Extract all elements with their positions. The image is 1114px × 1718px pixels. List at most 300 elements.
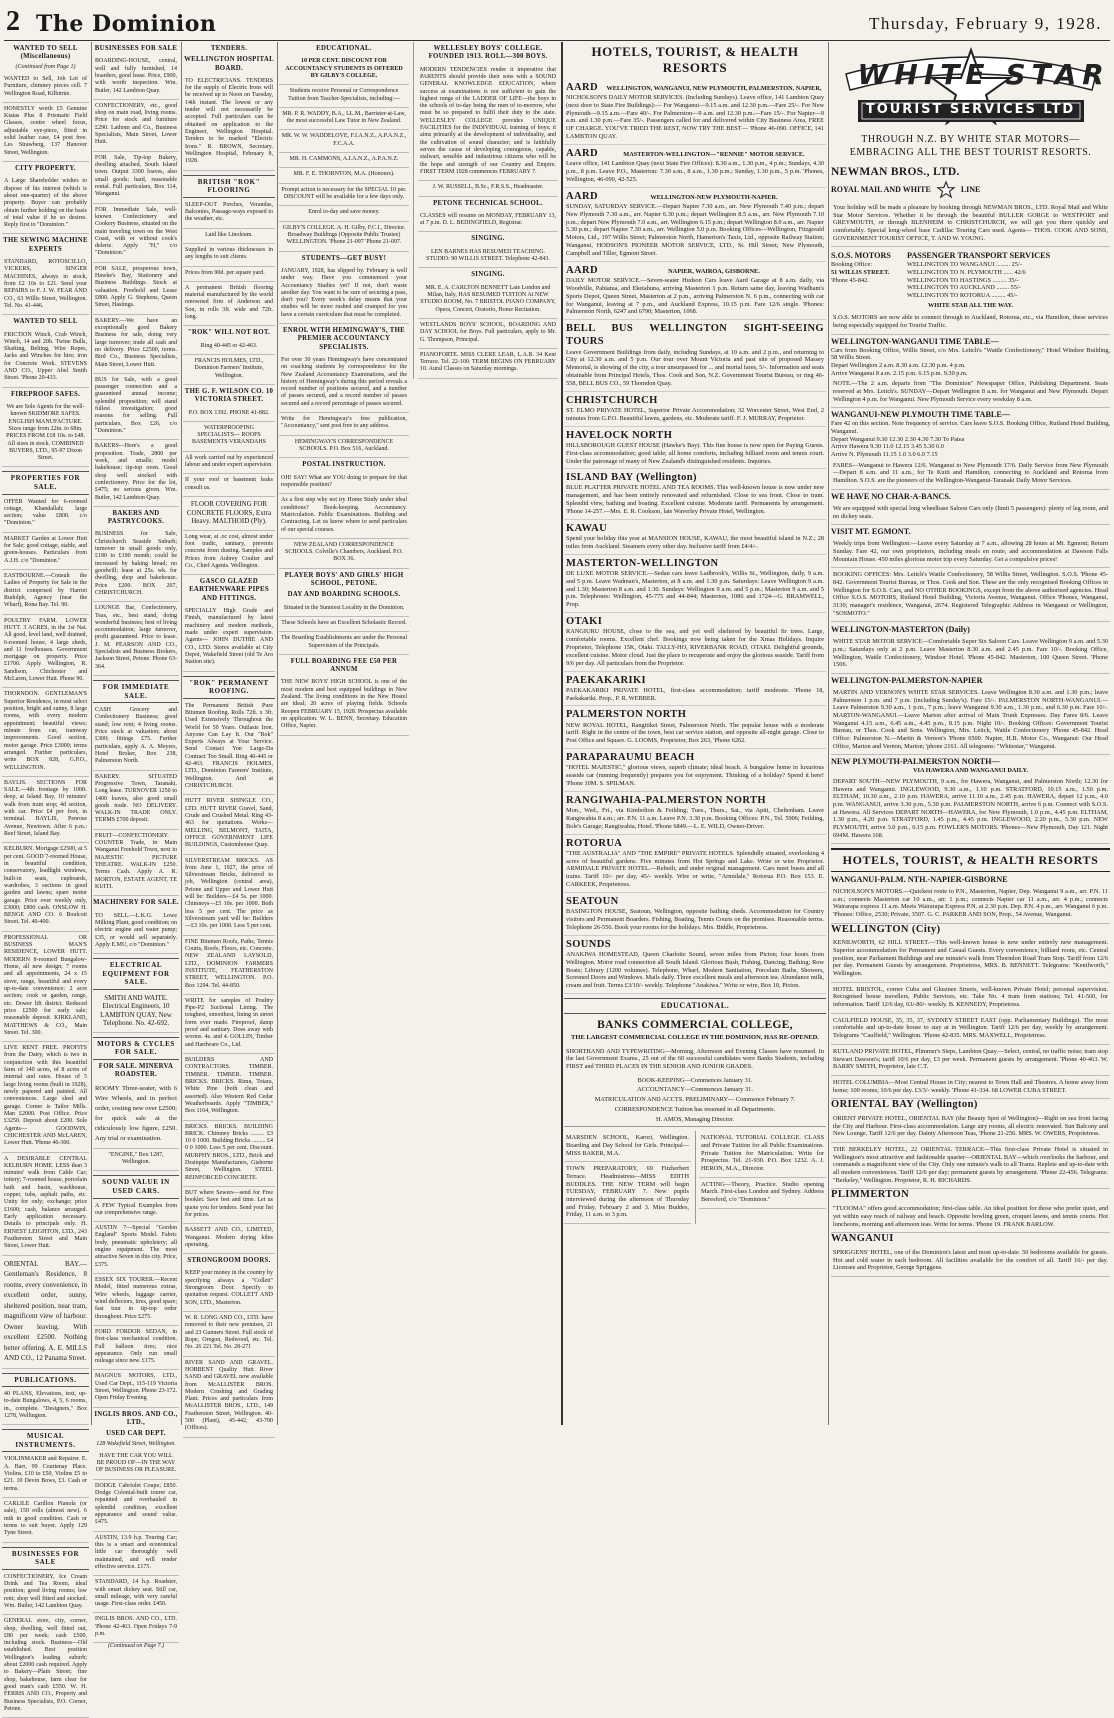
ad-heading: FULL BOARDING FEE £50 PER ANNUM bbox=[290, 657, 398, 674]
hotel-entry bbox=[564, 706, 826, 749]
column-transport bbox=[831, 42, 1110, 1425]
newman-body: Your holiday will be made a pleasure by booking through NEWMAN BROS., LTD. Royal Mail and White Star Motor Services. Whether it be through the beautiful BULLER GORGE to WESTPORT and GREYMOUTH, or through BLENHEIM to CHRISTCHURCH, we will get you there quickly and comfortably. Special long-wheel base Cadillac Touring Cars used. Agents— THOS. COOK AND SONS, GOVERNMENT TOURIST OFFICE, T. AND W. YOUNG. bbox=[831, 201, 1110, 247]
hotel-entry-header bbox=[566, 394, 824, 407]
wnp-body: Fare 42 on this section. Note frequency of service. Cars leave S.O.S. Booking Office, Rutland Hotel Building, Wanganui. bbox=[831, 420, 1110, 436]
section-heading: "ROK" PERMANENT ROOFING. bbox=[183, 676, 275, 699]
classified-ad: All work carried out by experienced labour and under expert supervision. bbox=[183, 452, 275, 475]
ad-heading: WELLESLEY BOYS' COLLEGE. FOUNDED 1913. ROLL—300 BOYS. bbox=[428, 45, 548, 61]
classified-ad: BAKERS—Here's a good proposition. Trade, 2800 per week, and smalls; model bakehouse; tip-top oven. Good shop well stocked with confectionery. Price for the lot, £475; no serious given. Wm. Butler, 142 Lambton Quay. bbox=[93, 440, 179, 507]
classified-ad: AUSTIN 7—Special "Gordon England" Sports Model. Fabric body, pneumatic upholstery; all engine equipment. The most attractive Seven in this city. Price, £375. bbox=[93, 1222, 179, 1274]
hotel-entry-header bbox=[566, 322, 824, 348]
wcity-title: WELLINGTON (City) bbox=[831, 923, 941, 935]
hotel-entry-header bbox=[566, 522, 824, 535]
ad-heading: INGLIS BROS. AND CO., LTD., bbox=[94, 1410, 178, 1426]
hotel-text: "HOTEL MAJESTIC," glorious views, superb climate; ideal beach. A bungalow home in luxurious seaside car (running frequently) prepares you for enjoyment. Thinking of a holiday? Spend it here! 'Phone 10M. S. SPILMAN. bbox=[566, 764, 824, 787]
classified-ad: A permanent British flooring material manufactured by the world renowned firm of Anderson and Son, in rolls 3ft. wide and 72ft. long. bbox=[183, 282, 275, 327]
wmn-body: MARTIN AND VERNON'S WHITE STAR SERVICES. Leave Wellington 8.30 a.m. and 1.30 p.m.; leave Palmerston 1 p.m. and 7 p.m. (including Sunday's). Fare 15/-. PALMERSTON NORTH-WANGANUI.—Leave Palmerston 9.30 a.m., 1 p.m., 7 p.m.; leave Wanganui 9.30 a.m., 1.30 p.m., and 6.30 p.m. Fare 10/-. MARTON-WANGANUI.—Leave Marton after arrival of Main Trunk Expresses. Day Fares 8/6. Leave Wanganui 4.15 a.m., 6.45 a.m., 4.45 p.m., 8.15 p.m. Night 10/-. Booking Offices: Government Tourist Bureau, or Thos. Cook and Sons. Wellington, Mrs. Leitch, Wattle Confectionery 'Phone 45-842. Head Office: Palmerston N.—Martin & Vernon's 'Phone 6500. Napier, H.B. Motor Co., Wanganui: Our Head Office, Marton and Vernon, Marton; 'phone 2161. All telegrams: "Whitestar," Wanganui. bbox=[831, 686, 1110, 755]
hotel-text: NEW ROYAL HOTEL, Rangitikei Street, Palmerston North. The popular house with a moderate tariff. Right in the centre of the town, best car service station, and opposite all-night garage. Close to Post Office and Square. G. LOOMS, Proprietor, Box 263, 'Phone 6262. bbox=[566, 721, 824, 745]
classified-ad: HAVE THE CAR YOU WILL BE PROUD OF—IN THE WAY OF BUSINESS OR PLEASURE. bbox=[93, 1450, 179, 1480]
sos-phone: 'Phone 45-842. bbox=[831, 276, 869, 284]
classified-ad: These Schools have an Excellent Scholastic Record. bbox=[279, 617, 409, 632]
classified-ad: 40 PLANS, Elevations, text, up-to-date Bungalows, 4, 5, 6 rooms, in., complete. "Designers," Box 1278, Wellington. bbox=[2, 1388, 89, 1425]
ww-title: WELLINGTON-WANGANUI TIME TABLE— bbox=[831, 336, 999, 346]
ad-heading: "ROK" WILL NOT ROT. bbox=[187, 329, 271, 337]
sos-route: WELLINGTON TO HASTINGS ......... 35/- bbox=[907, 276, 1019, 284]
hotel-place: HAVELOCK NORTH bbox=[566, 429, 673, 441]
ww-row: Depart Wellington 2 a.m. 8.30 a.m. 12.30 p.m. 4 p.m. bbox=[831, 362, 966, 370]
hotel-text: DE LUXE MOTOR SERVICE.—Sedan cars leave Ladbrook's, Willis St., Wellington, daily, 9 a.m. and 5 p.m. Leave Wadman's, Masterton, at 8 a.m. and 1.30 p.m. Saturdays: Leave Wellington 9 a.m. and 1.30; Masterton 8 a.m. and 1.30. Sundays: Wellington 9 a.m. and 5 p.m.; Masterton 9 a.m. and 5 p.m. Telephones: Wellington, 45-775 and 44-844; Masterton, 1086 and 1724—G. BRAMWELL, Prop. bbox=[566, 569, 824, 609]
sos-title: PASSENGER TRANSPORT SERVICES bbox=[907, 251, 1051, 261]
ad-heading: CITY PROPERTY. bbox=[15, 165, 76, 172]
column-rule bbox=[561, 42, 563, 1425]
column-classifieds-2 bbox=[93, 42, 179, 1650]
classified-ad: KELBURN. Mortgage £2500, at 5 per cent. GOOD 7-roomed House, in beautiful condition, conservatory, leadlight windows, built-in seats, cupboards, wardrobes, 3 sections in good garden and lawns; spare motor garage. Price over weekly only, £3000; £800 cash. ONSLOW H. BENGE AND CO. 6 Boulcott Street. Tel. 40-400. bbox=[2, 843, 89, 931]
hotel-entry-header bbox=[566, 938, 824, 951]
classified-ad: MR. W. W. WADDELOVE, F.I.A.N.Z., A.P.A.N.Z., F.C.A.A. bbox=[279, 130, 409, 153]
hotel-place: CHRISTCHURCH bbox=[566, 394, 658, 406]
classified-ad: MR. F. E. THORNTON, M.A. (Honours). bbox=[279, 168, 409, 183]
classified-ad: MR. H. CAMMONS, A.I.A.N.Z., A.P.A.N.Z. bbox=[279, 153, 409, 168]
classified-ad: Prompt action is necessary for the SPECIAL 10 per. DISCOUNT will be available for a few days only. bbox=[279, 184, 409, 207]
sos-route: WELLINGTON TO ROTORUA ......... 45/- bbox=[907, 292, 1018, 300]
hotel-place: ROTORUA bbox=[566, 837, 623, 849]
hotel-entry bbox=[564, 145, 826, 188]
page-number: 2 bbox=[6, 6, 20, 37]
ob-more: THE BERKELEY HOTEL, 22 ORIENTAL TERRACE—This first-class Private Hotel is situated in Wellington's most attractive and fashionable quarter—ORIENTAL BAY—which overlooks the harbour, and commands a magnificent view of the City. Only one minute's walk to all Trams. Replete and up-to-date with all modern conveniences. Tariff 12/6 per day; permanent guests by arrangement. 'Phone 22-456. Telegrams: "Berkeley," Wellington. Proprietor, R. H. RICHARDS. bbox=[831, 1143, 1110, 1189]
classified-ad: SILVERSTREAM BRICKS. AS from June 1, 1927, the price of Silverstream Bricks, delivered to job, Wellington (central area), Petone and Upper and Lower Hutt will be: Builders—£4 5s. per 1000. Chimneys—£5 10s. per 1000. Both less 5 per cent. The price as Silverstream yard will be: Builders—£3 10s. per 1000. Less 5 per cent. bbox=[183, 855, 275, 936]
classified-ad: WATERPROOFING SPECIALISTS— ROOFS BASEMENTS VERANDAHS bbox=[183, 422, 275, 452]
hotels-title-2: HOTELS, TOURIST, & HEALTH RESORTS bbox=[831, 848, 1110, 872]
educational-left bbox=[279, 42, 413, 736]
classified-ad: Students receive Personal or Correspondence Tuition from Teacher-Specialists, including:— bbox=[279, 85, 409, 108]
ad-heading: SINGING. bbox=[471, 271, 505, 279]
newman-bros-title: NEWMAN BROS., LTD. bbox=[831, 166, 960, 178]
section-heading: PROPERTIES FOR SALE. bbox=[2, 471, 89, 494]
hotel-place: AARD bbox=[566, 148, 598, 159]
ad-heading: PLAYER BOYS' AND GIRLS' HIGH SCHOOL, PETONE. bbox=[284, 571, 404, 588]
classified-ad: Situated in the Sunniest Locality in the Dominion. bbox=[279, 602, 409, 617]
wm-body: WHITE STAR MOTOR SERVICE—Comfortable Super Six Saloon Cars. Leave Wellington 9 a.m. and 5.30 p.m.; Saturdays only at 2 p.m. Leave Masterton 8.30 a.m. and 2.45 p.m. Fare 10/-. Booking Office, Wellington, Wattle Confectionery, Windsor Hotel. 'Phone 45-842. Masterton, 100 Queen Street. 'Phone 1506. bbox=[831, 635, 1110, 674]
newman-line bbox=[831, 181, 1110, 199]
hotel-text: Mon., Wed., Fri., via Kimbolton & Feilding; Tues., Thurs., Sat., via Apiti, Cheltenham. Leave Rangiwahia 8 a.m.; arr. P.N. 11 a.m. Leave P.N. 3.30 p.m. Booking Offices: P.N., Tel. 5906; Feilding, Bole's Garage; Rangiwahia, Hotel. 'Phone 6849.—L. E. WILD, Owner-Driver. bbox=[566, 806, 824, 830]
plim-title: PLIMMERTON bbox=[831, 1189, 910, 1201]
banks-college-subtitle: THE LARGEST COMMERCIAL COLLEGE IN THE DOMINION, HAS RE-OPENED. bbox=[571, 1033, 819, 1041]
hotel-entry bbox=[564, 835, 826, 893]
classified-ad: THE NEW BOYS' HIGH SCHOOL is one of the most modern and best equipped buildings in New Zealand. The living conditions in the New Hostel are ideal; 20 acres of playing fields. Schools Reopen FEBRUARY 15, 1928. Prospectus available on application. W. L. BENN, Secretary. Education Office, Napier. bbox=[279, 676, 409, 735]
hotel-entry bbox=[564, 613, 826, 671]
classified-ad: LIVE RENT FREE. PROFITS from the Dairy, which is two in conjunction with this beautiful farm of 140 acres, of 8 acres of internal and rates. House of 5 large living rooms (built in 1928), newly papered and painted. All conveniences. Large shed and garage. Corner is Tailor Mills. Man £2000. Post Office. Price £3250. Deposit about £200. Sole Agents— GOODWIN, CHICHESTER AND McLAREN, Lower Hutt. 'Phone 46-300. bbox=[2, 1042, 89, 1152]
hotel-place: PARAPARAUMU BEACH bbox=[566, 752, 695, 764]
classified-ad: OH! SAY! What are YOU doing to prepare for that responsible position? bbox=[279, 472, 409, 495]
hotel-text: ST. ELMO PRIVATE HOTEL, Superior Private Accommodation; 32 Worcester Street, West End, 2 minutes from G.P.O. Beautiful lawns, gardens, etc. Moderate tariff. F. J. MURRAY, Proprietor. bbox=[566, 406, 824, 422]
classified-ad: CONFECTIONERY, etc., good shop on main road, living rooms. Price for stock and furniture £290. Lathom and Co., Business Specialists, Main Street, Lower Hutt. bbox=[93, 100, 179, 152]
classified-ad: ESSEX SIX TOURER.—Recent Model, fitted numerous extras, Wire wheels, luggage carrier, wind deflectors, tires, good spare; fast tour in tip-top order throughout. Price £275. bbox=[93, 1274, 179, 1326]
banks-line: MATRICULATION AND ACCTS. PRELIMINARY— Commence February 7. bbox=[594, 1096, 796, 1104]
booking-body: BOOKING OFFICES: Mrs. Leitch's Wattle Confectionery, 58 Willis Street, Wellington. S.O.S. 'Phone 45-842. Government Tourist Bureau, or Thos. Cook and Son. These are the only recognised Booking Offices in Wellington for S.O.S. Cars, and NO OTHER BOOKINGS, except from the above authorised agencies. Head Office S.O.S. MOTORS, Rutland Hotel Building, Victoria Avenue, Wanganui. Office 'Phones, Wanganui, 3130; manager's residence, Wanganui, 2674. Registered Telegraphic Address in Wanganui or Wellington, "SOSMOTO." bbox=[831, 568, 1110, 622]
section-heading: PUBLICATIONS. bbox=[2, 1373, 89, 1388]
hotels-title: HOTELS, TOURIST, & HEALTH RESORTS bbox=[591, 44, 799, 75]
classified-ad: Laid like Linoleum. bbox=[183, 229, 275, 244]
classified-ad: TO ELECTRICIANS. TENDERS for the supply of Electric Irons will be received up to Noon on Tuesday, 14th instant. The lowest or any tender will not necessarily be accepted. Full particulars can be obtained on application to the Engineer, Wellington Hospital. Tenders to be marked "Electric Irons." R. BROWN, Secretary. Wellington Hospital, February 8, 1928. bbox=[183, 75, 275, 171]
column-educational bbox=[279, 42, 559, 1425]
classified-ad: BAKERY.—We have an exceptionally good Bakery Business for sale, doing very large turnover; trade all cash and no delivery. Price £2500, terms. Bird Co., Business Specialists, Main Street, Lower Hutt. bbox=[93, 315, 179, 374]
educational-right bbox=[413, 42, 558, 379]
ad-heading: SINGING. bbox=[471, 235, 505, 243]
hotel-entry bbox=[564, 79, 826, 145]
hotel-entry bbox=[564, 188, 826, 262]
sos-block bbox=[831, 251, 1110, 299]
classified-ad: CASH Grocery and Confectionery Business; good stand; low rent; 4 living rooms. Price stock at valuation; about £300; fittings £75. Further particulars, apply A. A. Meyers, Hotel Broker, Box 238, Palmerston North. bbox=[93, 704, 179, 771]
banks-line: BOOK-KEEPING—Commences January 31. bbox=[637, 1076, 753, 1084]
classified-ad: STANDARD, 14 h.p. Roadster, with smart dickey seat. Still car, small mileage, with very careful usage. First-class order. £450. bbox=[93, 1576, 179, 1613]
banks-line: CORRESPONDENCE Tuition has resumed in all Departments. bbox=[614, 1105, 776, 1113]
hotel-place: AARD bbox=[566, 190, 598, 202]
wangpalm-body: NICHOLSON'S MOTORS.—Quickest route to P.N., Masterton, Napier, Dep. Wanganui 9 a.m., arr. P.N. 11 a.m.; connects Masterton car 10 a.m., arr. 1 p.m.; connects Napier car 11 a.m., arr. 4 p.m.; connects Wairarapa express 11 a.m. Meets Wairarapa Express P.N. at 2.30 p.m. Dep. P.N. 4 p.m., arr. Wanganui 6 p.m. 'Phones: Office, 2530; Private, 3507. G. C. PARKER AND SON, Prop., 54 Avenue, Wanganui. bbox=[831, 885, 1110, 924]
classified-ad: POULTRY FARM. LOWER HUTT. 3 ACRES, in the 1st Nat. All good, level land, well drained, 6-roomed house, 4 large sheds, and 11 fowlhouses. Government mortgage on property. Price £1700. Apply Wellington, R. Sandison, Chichester and McLaren, Lower Hutt. Phone 90. bbox=[2, 615, 89, 689]
classified-ad: MR. E. A. CARLTON BENNETT Late London and Milan, Italy, HAS RESUMED TUITION At NEW STUDIO ROOM, No. 7 BRISTOL PIANO COMPANY, Opera, Concert, Oratorio, Home Recitation. bbox=[418, 282, 558, 319]
hotel-text: RANGIURU HOUSE, close to the sea, and yet well sheltered by beautiful fir trees. Large, comfortable rooms. Excellent chef. Bookings now being taken for the Xmas Holidays. Inquire Proprietor, Telephone 15K, Otaki. TALLY-HO, RIVERBANK ROAD, OTAKI. Delightful grounds, excellent cuisine. Motor cloud. Just the place to recuperate and enjoy the glorious seaside. Tariff from 9/6 per day. All particulars from the Proprietor. bbox=[566, 628, 824, 667]
classified-ad: SMITH AND WAITE. Electrical Engineers, 10 LAMBTON QUAY, New Telephone. No. 42-692. bbox=[93, 991, 179, 1033]
ww-notes: NOTE.—The 2 a.m. departs from "The Dominion" Newspaper Office, Publishing Department. Seats reserved at Mrs. Leitch's. SUNDAY—Depart Wellington 8 a.m. for Wanganui and New Plymouth. Depart Wellington 4 p.m. for Wanganui. New Plymouth Service every weekday 8 a.m. bbox=[831, 377, 1110, 408]
hotel-place: MASTERTON-WELLINGTON bbox=[566, 557, 719, 569]
issue-date: Thursday, February 9, 1928. bbox=[869, 14, 1102, 33]
classified-ad: Prices from 90d. per square yard. bbox=[183, 267, 275, 282]
sos-route: WELLINGTON TO AUCKLAND ........ 55/- bbox=[907, 284, 1021, 292]
hotel-text: SUNDAY, SATURDAY SERVICE.—Depart Napier 7.30 a.m., arr. New Plymouth 7.40 p.m.; depart New Plymouth 7.30 a.m., arr. Napier 6.30 p.m.; depart Wellington 8.5 a.m., arr. New Plymouth 7.10 p.m.; depart New Plymouth 7.0 a.m., arr. Wellington 6.15 p.m.; depart Wellington 8.0 a.m., arr. Napier 5.30 p.m.; depart Napier 7.30 a.m., arr. Wellington 5.0 p.m. Booking Offices—Wellington, Fitzgerald Motors, Ltd., 197 Willis Street; Palmerston North, Hamerton's Taxis, Ltd., opposite Railway Station; Wanganui, HODSON'S PIONEER MOTOR SERVICE, LTD., St. Hill Street; New Plymouth, Campbell and Tiller, Egmont Street. bbox=[566, 202, 824, 257]
classified-ad: LEN BARNES HAS RESUMED TEACHING. STUDIO: 90 WILLIS STREET. Telephone 42-843. bbox=[418, 246, 558, 269]
sos-left bbox=[831, 251, 901, 299]
classified-ad: WRITE for samples of Poultry Pipe-P2 Suctional Lining. The toughest, smoothest, lining in street form ever made. Fireproof, damp proof and sanitary. Does away with worms. 4s. and 4. GOLLIN, Timber and Hardware Co., Ltd. bbox=[183, 995, 275, 1054]
section-heading: FOR IMMEDIATE SALE. bbox=[93, 680, 179, 703]
sos-address: 51 WILLIS STREET. bbox=[831, 269, 890, 277]
classified-ad: FORD FORDOR SEDAN, in first-class mechanical condition. Full balloon tires; nice appearance. Only run small mileage since new. £175. bbox=[93, 1326, 179, 1371]
wnp-row: Arrive Hawera 9.30 11.0 12.15 3.45 5.30 6.0 bbox=[831, 443, 944, 451]
hotel-entry bbox=[564, 749, 826, 792]
banks-college-body: SHORTHAND AND TYPEWRITING—Morning, Afternoon and Evening Classes have resumed. In the last Government Exams., 25 out of the 60 successful candidates were Banks Students, including FIRST and THIRD PLACES IN THE SENIOR AND JUNIOR GRADES. bbox=[566, 1047, 824, 1071]
hotel-entry-header bbox=[566, 264, 824, 277]
classified-ad: For over 30 years Hemingway's have concentrated on coaching students by correspondence for the New Zealand Accountancy Examinations, and the history of Hemingway's during this period reveals a record number of positions secured, and a number of passes secured, and a record number of passes secured and a record percentage of passes secured. bbox=[279, 354, 409, 413]
classified-ad: J. W. RUSSELL, B.Sc., F.R.S.S., Headmaster. bbox=[418, 181, 558, 196]
column-rule bbox=[828, 42, 829, 1425]
hotel-entry-header bbox=[566, 147, 824, 160]
masthead bbox=[4, 0, 1110, 41]
wcity-ad: CAULFIELD HOUSE, 35, 35, 37, SYDNEY STREET EAST (opp. Parliamentary Buildings). The most comfortable and up-to-date house to stay at in Wellington. Tariff 12/6 per day, weekly by arrangement. Telegrams "Caulfield," Wellington. 'Phone 42-835. MRS. MAXWELL, Proprietress. bbox=[831, 1014, 1110, 1045]
banks-college-title: BANKS COMMERCIAL COLLEGE, bbox=[597, 1018, 793, 1031]
classified-ad: OFFER Wanted for 6-roomed cottage, Khandallah; large section; value £800. c/o "Dominion." bbox=[2, 496, 89, 533]
hotel-entry bbox=[564, 893, 826, 936]
classified-ad: KEEP your money in the country by specifying always a "Collett" Strongroom Door. Specify to quotation request. COLLETT AND SON, LTD., Masterton. bbox=[183, 1267, 275, 1312]
hotel-text: Leave office, 141 Lambton Quay (next State Fire Offices): 8.30 a.m., 1.30 p.m., 4 p.m.; Sundays, 4.30 p.m., 8 p.m. Leave P.O., Masterton: 7.30 a.m., 8 a.m., 1.30 p.m.; Sunday, 1.30 p.m., 5 p.m. 'Phones, Wellington, 46-090, 42-525. bbox=[566, 160, 824, 183]
hotel-entry bbox=[564, 392, 826, 427]
ad-heading: USED CAR DEPT. bbox=[106, 1430, 166, 1438]
wang-title: WANGANUI bbox=[831, 1233, 894, 1245]
hotel-place: PALMERSTON NORTH bbox=[566, 709, 687, 721]
column-rule bbox=[277, 42, 278, 1425]
classified-ad: Enrol to-day and save money. bbox=[279, 206, 409, 221]
hotel-entry bbox=[564, 320, 826, 392]
ad-heading: DAY AND BOARDING SCHOOLS. bbox=[287, 591, 401, 599]
classified-ad: DODGE Cabriolet Coupe; £850. Dodge Colonial-built tourer car, repainted and overhauled in splendid condition, excellent appearance and sound value. £475. bbox=[93, 1480, 179, 1532]
column-hotels bbox=[564, 42, 826, 1425]
classified-ad: TO SELL.—L.K.G. Lowe Milking Plant, good condition; on electric engine and water pump; £35, or would sell separately. Apply E.MU, c/o "Dominion." bbox=[93, 910, 179, 955]
hotel-route: WELLINGTON-NEW PLYMOUTH-NAPIER. bbox=[650, 193, 778, 201]
classified-ad: HEMINGWAY'S CORRESPONDENCE SCHOOLS. P.O. Box 516, Auckland. bbox=[279, 436, 409, 459]
classified-ad: CONFECTIONERY, Ice Cream Drink and Tea Room, ideal position; good living rooms; low rent; shop well fitted and stocked. Wm. Butler, 142 Lambton Quay. bbox=[2, 1571, 89, 1616]
classified-ad: A FEW Typical Examples from our comprehensive range. bbox=[93, 1200, 179, 1223]
classified-ad: FRICTION Winch, Crab Winch, Winch, 14 and 20h. Twine Bulls, Shafting, Belting, Wire Ropes, Jacks and Winches for hire; iron for Concrete Work. STEVENS AND CO., Upper Abel Smith Street. 'Phone 20-433. bbox=[2, 329, 89, 388]
hotel-text: HILLSBOROUGH GUEST HOUSE (Hawke's Bay). This fine house is now open for Paying Guests. First-class accommodation; good table; all home comforts, including billiard room and tennis court. Under the patronage of many of New Zealand's distinguished residents. Inquiries. bbox=[566, 441, 824, 465]
plim-body: "TUOOMA" offers good accommodation; first-class table. An ideal position for those who prefer quiet, and yet within easy reach of railway and beach. Opposite bowling green, croquet lawns, and tennis courts. Hot luncheons, morning and afternoon teas. Write for terms. 'Phone 19. FRANK BARLOW. bbox=[831, 1202, 1110, 1233]
hotel-text: NICHOLSON'S DAILY MOTOR SERVICES. (Including Sundays). Leave office, 141 Lambton Quay (next door to State Fire Buildings):— For Wanganui—9.15 a.m. and 12.30 p.m.—Fare 25/-. For New Plymouth—9.15 a.m.—Fare 40/-. For Palmerston—9 a.m. and 12.30 p.m.—Fare 15/-. For Napier—9 a.m. and 1.30 p.m.—Fare 35/-. Passengers called for and delivered within City Business Area, FREE OF CHARGE. YOU'VE TRIED THE REST, NOW TRY THE BEST— 'Phone 46-090. OFFICE, 141 LAMBTON QUAY. bbox=[566, 93, 824, 141]
wangpalm-title: WANGANUI-PALM. NTH.-NAPIER-GISBORNE bbox=[831, 874, 1008, 884]
classified-ad: FRANCIS HOLMES, LTD., Dominion Farmers' Institute, Wellington. bbox=[183, 355, 275, 385]
npph-body: DEPART SOUTH—NEW PLYMOUTH, 9 a.m., for Hawera, Wanganui, and Palmerston North; 12.30 for Hawera and Wanganui. INGLEWOOD, 9.30 a.m., 1.10 p.m. STRATFORD, 10.15 a.m., 1.50 p.m. ELTHAM, 10.30 a.m., 2.10 p.m. HAWERA, arrive 11.10 a.m., 2.45 p.m. HAWERA, depart 12 p.m., 4.0 p.m. WANGANUI, arrive 3.30 p.m., 5.30 p.m. PALMERSTON NORTH, arrive 6 p.m. Connect with S.O.S. at Hawera. All Services DEPART NORTH—HAWERA, for New Plymouth, 1.0 p.m., 4.45 p.m. ELTHAM, 1.30 p.m., 4.20 p.m. STRATFORD, 1.45 p.m., 4.45 p.m. INGLEWOOD, 2.20 p.m., 5.30 p.m. NEW PLYMOUTH, arrive 3.0 p.m., 6.15 p.m. FOWLER'S MOTORS. 'Phones—New Plymouth, Day 121. Night 694M. Hawera 168. bbox=[831, 775, 1110, 844]
column-classifieds-1 bbox=[2, 42, 89, 1712]
hotel-route: NAPIER, WAIROA, GISBORNE. bbox=[668, 267, 760, 275]
small-edu-ads bbox=[564, 1131, 826, 1224]
hotel-place: RANGIWAHIA-PALMERSTON NORTH bbox=[566, 794, 766, 806]
hotel-entry-header bbox=[566, 471, 824, 484]
continued-note: (Continued on Page 7.) bbox=[107, 1643, 165, 1650]
sos-route: WELLINGTON TO N. PLYMOUTH ...... 42/6 bbox=[907, 269, 1026, 277]
white-star-logo bbox=[836, 44, 1110, 134]
hotel-place: SEATOUN bbox=[566, 895, 619, 907]
classified-ad: NEW ZEALAND CORRESPONDENCE SCHOOLS. Colville's Chambers, Auckland. P.O. BOX 36. bbox=[279, 539, 409, 569]
classified-ad: STANDARD, ROTOSCILLO, VICKERS, SINGER MACHINES, always in stock, from £2 10s to £21. Send your REPAIRS to F. J. W. FEAR AND CO., 63 Willis Street, Wellington. Tel. No. 41-446. bbox=[2, 256, 89, 315]
classified-ad: GENERAL store, city, corner, shop, dwelling, well fitted out, £80 per week; cash £500, including stock. Business—Old established. Best position Wellington's leading suburb; about £2000 cash required. Apply to Bakery—Plain Street; fine shop, bakehouse, farm clear for good man's cash £550. W. H. FERRIS AND CO., Property and Business Specialists, P.O. Corner, Petone. bbox=[2, 1615, 89, 1718]
hotel-entry bbox=[564, 936, 826, 994]
ad-address: 128 Wakefield Street, Wellington. bbox=[96, 1440, 176, 1447]
ad-heading: GASCO GLAZED EARTHENWARE PIPES AND FITTINGS. bbox=[189, 578, 269, 602]
section-heading: BRITISH "ROK" FLOORING bbox=[183, 175, 275, 198]
paper-name: The Dominion bbox=[36, 11, 217, 37]
classified-ad: MODERN TENDENCIES render it imperative that PARENTS should provide their sons with a SOUND GENERAL KNOWLEDGE EDUCATION, where success at examinations is not sufficient to gain the highest rungs of the LADDER OF LIFE—the boys in the schools of to-day being the men of to-morrow, who must be so prepared to fulfil their duty to the state. WELLESLEY COLLEGE provides UNIQUE FACILITIES for the INDIVIDUAL training of boys; it aims primarily at the development of individuality, and the cultivation of sound character; and is faithfully serves the cause of developing courageous, capable, stalwart, sensible and industrious citizens who will be the hope and strength of our Country and Empire. FIRST TERM 1928 commences FEBRUARY 7. bbox=[418, 64, 558, 182]
hotel-text: BLUE PLATTER PRIVATE HOTEL AND TEA ROOMS. This well-known house is now under new management, and has been entirely renovated and refurnished. Close to sea front. Close to tram. Splendid view, bathing and boating. Excellent cuisine. Moderate tariff. Permanents by arrangement. 'Phone 14-257.—Mrs. E. R. Cookson, late Waverley Private Hotel, Wellington. bbox=[566, 484, 824, 516]
classified-ad: "ENGINE," Box 1287, Wellington. bbox=[93, 1149, 179, 1172]
classified-ad: BAKERY. SITUATED Progressive Town, Taranaki. Long lease. TURNOVER 1250 to 1400 loaves, also good small goods trade. NO DELIVERY. WALK-IN TRADE ONLY. TERMS £700 deposit. bbox=[93, 771, 179, 830]
ww-row: Arrive Wanganui 8 a.m. 2.15 p.m. 6.15 p.m. 9.30 p.m. bbox=[831, 369, 968, 377]
hotel-text: DAILY MOTOR SERVICE.—Seven-seater Hudson Cars leave Aard Garage at 8 a.m. daily, via Woodville, Pahiatua, and Eketahuna, arriving Masterton 1 p.m. Return same day, leaving Wadham's Sports Depot, Queen Street, Masterton at 2 p.m., arriving Palmerston N. 6 p.m., connecting with car for Wanganui, leaving at 7 p.m., and Auckland Express, 10.15 p.m. Fare 12/6 single. 'Phones: Palmerston North, 6247 and 6790; Masterton, 1068. bbox=[566, 276, 824, 316]
classified-ad: MR. P. R. WADDY, B.A., LL.M., Barrister-at-Law, the most successful Law Tutor in New Zealand. bbox=[279, 108, 409, 131]
section-heading: EDUCATIONAL. bbox=[564, 998, 826, 1014]
wmn-title: WELLINGTON-PALMERSTON-NAPIER bbox=[831, 675, 983, 685]
hotel-entry-header bbox=[566, 81, 824, 94]
ad-heading: FOR SALE. MINERVA ROADSTER. bbox=[98, 1062, 174, 1079]
wnp-row: Depart Wanganui 9.30 12.30 2.30 4.30 7.30 To Patea bbox=[831, 435, 965, 443]
section-heading: MUSICAL INSTRUMENTS. bbox=[2, 1429, 89, 1452]
wang-body: SPRIGGENS' HOTEL, one of the Dominion's latest and most up-to-date. 50 bedrooms available for guests. Hot and cold water in each bedroom. All facilities available for the comfort of all. Tariff 16/- per day. Licensee and Proprietor, George Spriggens. bbox=[831, 1246, 1110, 1277]
wnp-row: Arrive N. Plymouth 11.15 1.0 3.0 6.0 7.15 bbox=[831, 451, 938, 459]
classified-ad: FRUIT—CONFECTIONERY. COUNTER Trade, in Main Wanganui Freehold Town, next to MAJESTIC PICTURE THEATRE. WALK-IN £250. Terms Cash. Apply A. R. MORTON, ESTATE AGENT, TE KUITI. bbox=[93, 830, 179, 897]
classified-ad: BASSETT AND CO., LIMITED, Wanganui. Modern drying kilns operating. bbox=[183, 1224, 275, 1254]
egmont-title: VISIT MT. EGMONT. bbox=[831, 527, 911, 537]
classified-ad: ORIENTAL BAY.—Gentleman's Residence, 8 rooms, every convenience, in excellent order, sunny, sheltered position, near tram, magnificent view of harbour. Owner leaving. With excellent £2500. Nothing better offering. A. E. MILLS AND CO., 12 Panama Street. bbox=[2, 1256, 89, 1369]
classified-ad: TOWN PREPARATORY, 69 Fitzherbert Terrace. Headmistress—MISS EDITH BUDDLES. THE NEW TERM will begin TUESDAY, FEBRUARY 7. New pupils interviewed during the afternoon of Thursday and Friday, February 2 and 3. Miss Buddes, Friday, 11 a.m. to 3 p.m. bbox=[564, 1162, 691, 1224]
classified-ad: BUSINESS for Sale, Christchurch Seaside Suburb; turnover in small goods only, £180 to £190 month; could be increased by baking bread; no goodwill; lease at 25s. wk. for dwelling, shop and bakehouse. Price £200. BOX 267, CHRISTCHURCH. bbox=[93, 528, 179, 602]
ad-heading: WELLINGTON HOSPITAL BOARD. bbox=[184, 56, 274, 72]
hotel-entry bbox=[564, 555, 826, 613]
hotel-list bbox=[564, 79, 826, 994]
ww-body: Cars from Booking Office, Willis Street, c/o Mrs. Leitch's "Wattle Confectionery," Hotel Windsor Building, 58 Willis Street. bbox=[831, 346, 1110, 362]
hotel-route: WELLINGTON, WANGANUI, NEW PLYMOUTH, PALMERSTON, NAPIER, bbox=[606, 84, 822, 92]
ad-heading: PETONE TECHNICAL SCHOOL. bbox=[433, 199, 543, 207]
hotel-entry-header bbox=[566, 190, 824, 203]
ad-heading: THE G. F. WILSON CO. 10 VICTORIA STREET. bbox=[184, 387, 274, 404]
classified-ad: JANUARY, 1928, has slipped by. February is well under way. Have you commenced your Accountancy Studies yet? If not, don't waste another day. You want to be sure of securing a pass, don't you? Every week's delay means that your studies will be more rushed and cramped for you have a certain curriculum that must be completed. bbox=[279, 265, 409, 324]
classified-ad: THORNDON. GENTLEMAN'S Superior Residence, in most select position, bright and sunny, 8 large rooms, with every modern appointment; beautiful views; minute from car, tramway improvements. Good section, motor garage. Price £3000; terms arranged. Further particulars, write BOX 828, G.P.O., WELLINGTON. bbox=[2, 688, 89, 776]
wcity-body: KENILWORTH, 62 HILL STREET.—This well-known house is now under entirely new management. Superior accommodation for Permanent and Casual Guests. Every convenience, billiard room, etc. Central position, near Parliament Buildings and one minute's walk from Thorndon Road Tram Stop. Tariff from 12/6 per day. Permanent Guests by arrangement. Proprietress, MRS. B. BENNETT. Telegrams: "Kenilworth," Wellington. bbox=[831, 936, 1110, 982]
hotel-entry bbox=[564, 520, 826, 555]
column-rule bbox=[181, 42, 182, 1425]
sos-body: S.O.S. MOTORS are now able to connect through to Auckland, Rotorua, etc., via Hamilton, these services being especially equipped for Tourist Traffic. bbox=[831, 311, 1110, 334]
classified-ad: AUSTIN, 13.9 h.p. Touring Car; this is a smart and economical little car thoroughly well maintained, and will render effective service. £175. bbox=[93, 1532, 179, 1577]
logo-word-white: WHITE bbox=[857, 58, 991, 91]
hotel-text: PAEKAKARIKI PRIVATE HOTEL, first-class accommodation; tariff moderate. 'Phone 18, Paekakariki. Prop., P. R. WEBBER. bbox=[566, 686, 824, 702]
ad-heading: POSTAL INSTRUCTION. bbox=[302, 461, 386, 469]
ad-heading: STUDENTS—GET BUSY! bbox=[301, 254, 387, 262]
small-edu-left bbox=[564, 1131, 691, 1224]
classified-ad: P.O. BOX 1392. PHONE 41-882. bbox=[183, 407, 275, 422]
star-icon bbox=[937, 181, 955, 199]
hotel-entry-header bbox=[566, 708, 824, 721]
classified-ad: ACTING—Theory, Practice. Studio opening March. First-class London and Sydney. Address Beresford, c/o "Dominion." bbox=[699, 1178, 826, 1209]
ad-heading: THE SEWING MACHINE EXPERTS bbox=[3, 237, 88, 253]
ad-heading: MACHINERY FOR SALE. bbox=[93, 899, 179, 907]
classified-ad: W. R. LONG AND CO., LTD. have removed to their new premises, 21 and 23 Gunners Street. Full stock of Rope, Oregon, Redwood, etc. Tel. No. 26 221 Tel. No. 28-271 bbox=[183, 1312, 275, 1357]
hotel-entry-header bbox=[566, 615, 824, 628]
classified-ad: A Large Shareholder wishes to dispose of his interest (which is about one-quarter) of the above property. Buyer can probably obtain further holding on the basis of total value if he so desires. Reply first to "Dominion." bbox=[2, 175, 89, 234]
classified-ad: PIANOFORTE. MISS CLERE LEAR, L.A.B. 34 Kent Terrace. Tel. 22-100. TERM BEGINS ON FEBRUARY 10. Aural Classes on Saturday mornings. bbox=[418, 349, 558, 379]
newman-line-left: ROYAL MAIL AND WHITE bbox=[831, 185, 931, 195]
ad-heading: STRONGROOM DOORS. bbox=[187, 1257, 271, 1265]
classified-ad: Write for Hemingway's free publication, "Accountancy," sent post free to any address. bbox=[279, 413, 409, 436]
hotel-entry bbox=[564, 672, 826, 707]
hotel-place: KAWAU bbox=[566, 522, 608, 534]
classified-ad: The Boarding Establishments are under the Personal Supervision of the Principals. bbox=[279, 632, 409, 655]
banks-line: H. AMOS, Managing Director. bbox=[564, 1116, 826, 1128]
classified-ad: Supplied in various thicknesses in any lengths to suit clients. bbox=[183, 244, 275, 267]
sos-right bbox=[907, 251, 1110, 299]
classified-ad: BUS for Sale, with a good passenger connection and a guaranteed annual income; splendid proposition; will stand fullest investigation; good reasons for selling. Full particulars, Box £26, c/o "Dominion." bbox=[93, 374, 179, 441]
hotel-entry-header bbox=[566, 837, 824, 850]
ad-heading: ENROL WITH HEMINGWAY'S, THE PREMIER ACCOUNTANCY SPECIALISTS. bbox=[282, 327, 406, 351]
wcity-ad: HOTEL BRISTOL, corner Cuba and Ghuznee Streets, well-known Private Hotel; personal supervision. Recognised house travellers, Public Services, etc. Take No. 4 tram from stations; Tel. 41-560, for information. Tariff 12/6 day, 63/-80/- weekly. B. KENNEDY, Proprietress. bbox=[831, 983, 1110, 1014]
classified-ad: BAYLIS. SECTIONS FOR SALE.—4th frontage by 100ft. deep, at Island Bay, 10 minutes' walk from tram stop; 4d section, with car. Price £4 per foot, in terminal. BAYLIS, Penrose Avenue, Newtown. After 6 p.m.: Reef Street, Island Bay. bbox=[2, 777, 89, 844]
ad-heading: BAKERS AND PASTRYCOOKS. bbox=[107, 509, 165, 526]
wcity-ad: HOTEL COLUMBIA—Most Central House in City; nearest to Town Hall and Theatres. A home away from home; 100 rooms; 10/6 per day. £3/3/- weekly. 'Phone 41-334. 68 LOWER CUBA STREET. bbox=[831, 1076, 1110, 1099]
hotel-text: "THE AUSTRALIA" AND "THE EMPIRE" PRIVATE HOTELS. Splendidly situated, overlooking 4 acres of beautiful gardens. Five minutes from Hot Springs and Lake. Write or wire Proprietor. ARMIDALE PRIVATE HOTEL.—Rebuilt, and under original management. Cars meet buses and all trains. Tariff 10/- per day, 45/- weekly. Wire or write, "Armidale," Rotorua P.O. Box 153. E. CARKEEK, Proprietress. bbox=[566, 849, 824, 889]
logo-word-star: STAR bbox=[1005, 58, 1110, 91]
ob-title: ORIENTAL BAY (Wellington) bbox=[831, 1099, 978, 1111]
section-heading: WANTED TO SELL (Miscellaneous) bbox=[13, 45, 78, 61]
classified-ad: As a first step why not try Home Study under ideal conditions? Book-keeping. Accountancy. Matriculation. Public Examinations. Building and Contracting. Let us know where to send particulars of our special courses. bbox=[279, 494, 409, 539]
classified-ad: LOUNGE Bar, Confectionery, Teas, etc., best stand, doing wonderful business; best of living accommodation; large turnover, profit guaranteed. Price to lease. J. M. PEARSON AND CO., Specialists and Business Brokers, Jackson Street, Petone. Phone 63-364. bbox=[93, 602, 179, 676]
charabanc-body: We are equipped with special long wheelbase Saloon Cars only (limit 5 passengers): plenty of leg room, and no dickey seats. bbox=[831, 502, 1110, 525]
npph-title: NEW PLYMOUTH-PALMERSTON NORTH— bbox=[831, 757, 1000, 767]
classified-ad: RIVER SAND AND GRAVEL. HOBBENT Quality Hutt River SAND and GRAVEL now available from McALLISTER BROS. Modern Crushing and Grading Plant. Prices and particulars from McALLISTER BROS., LTD., 149 Featherston Street, Wellington. 40-500 (Plant), 45-442, 43-700 (Offices). bbox=[183, 1357, 275, 1438]
classified-ad: VIOLINMAKER and Repairer. E. A. Barr, 99 Courtenay Place. Violins, £10 to £50, Violins £5 to £21. 10 Devin Bows, £3. Cash or terms. bbox=[2, 1453, 89, 1498]
classified-ad: SPECIALLY High Grade and Finish, manufactured by latest machinery and modern methods, made under expert supervision. Agents— JOHN DUTHIE AND CO., LTD. Stores available at City Depot, Wakefield Street (old Te Aro Station site). bbox=[183, 605, 275, 672]
hotel-place: AARD bbox=[566, 264, 598, 276]
hotel-place: SOUNDS bbox=[566, 938, 611, 950]
section-heading: TENDERS. bbox=[210, 45, 248, 52]
hotel-route: MASTERTON-WELLINGTON—"RENNIE" MOTOR SERVICE. bbox=[623, 151, 805, 158]
ob-body: ORIENT PRIVATE HOTEL, ORIENTAL BAY (the Beauty Spot of Wellington)—Right on sea front facing the City and Harbour. First-class accommodation. Large airy rooms, all electric renovated. Sun Balcony and New Lounge. Tariff 12/6 per day. Dainty Afternoon Teas, 'Phone 21-256. MRS. W. OWERS, Proprietress. bbox=[831, 1112, 1110, 1143]
classified-ad: The Permanent British Pure Bitumen Roofing. Rolls 72ft. x 3ft. Used Extensively Throughout the World for 50 Years. Outlasts Iron. Anyone Can Lay It. Our "Rok" Experts Always at Your Service. Send Contact Yon Large-Da Contract Too Small. Ring 40-445 or 42-463. FRANCIS HOLMES, LTD., Dominion Farmers' Institute, Wellington. And at CHRISTCHURCH. bbox=[183, 700, 275, 796]
classified-ad: ROOMY Three-seater, with 6 Wire Wheels, and in perfect order, costing new over £2500; for quick sale at the ridiculously low figure, £250. Any trial or examination. bbox=[93, 1081, 179, 1148]
white-star-tagline-1: THROUGH N.Z. BY WHITE STAR MOTORS— bbox=[861, 134, 1080, 145]
wm-title: WELLINGTON-MASTERTON (Daily) bbox=[831, 625, 970, 635]
charabanc-title: WE HAVE NO CHAR-A-BANCS. bbox=[831, 491, 951, 501]
classified-ad: GILBY'S COLLEGE. A. H. Gilby, F.C.I., Director. Broadway Buildings (Opposite Public Trustee) WELLINGTON. 'Phone 21-097 'Phone 21-097. bbox=[279, 222, 409, 252]
hotel-text: Leave Government Buildings from daily, including Sundays, at 10 a.m. and 2 p.m., and returning to City at 12.30 a.m. and 5 p.m. Our tour over Mount Victoria and past site of proposed Massey Memorial, is showing of the city, a tour unsurpassed for ... and mortal fares, 5/-. Information and seats obtainable from Principal Hotels, Thos. Cook and Son, N.Z. Government Tourist Bureau, or ring 46-558, BELL BUS CO., 59 Thorndon Quay. bbox=[566, 348, 824, 387]
sos-booking-label: Booking Office: bbox=[831, 261, 872, 269]
hotel-place: ISLAND BAY (Wellington) bbox=[566, 472, 697, 484]
hotel-place: PAEKAKARIKI bbox=[566, 674, 647, 686]
hotel-place: OTAKI bbox=[566, 616, 603, 628]
ad-heading: FIREPROOF SAFES. bbox=[10, 390, 81, 398]
small-edu-right bbox=[695, 1131, 826, 1224]
npph-sub: VIA HAWERA AND WANGANUI DAILY. bbox=[912, 767, 1029, 775]
classified-ad: FOR Sale, Tip-top Bakery, dwelling attached, South Island town. Output 3300 loaves, also small goods; hard, reasonable rental. Full particulars, Box 114, Wanganui. bbox=[93, 152, 179, 204]
hotel-entry-header bbox=[566, 429, 824, 442]
classified-ad: INGLIS BROS. AND CO., LTD. 'Phone 42-463. Open Fridays 7-9 p.m. bbox=[93, 1613, 179, 1643]
hotel-place: BELL BUS WELLINGTON SIGHT-SEEING TOURS bbox=[566, 323, 824, 348]
hotel-entry-header bbox=[566, 895, 824, 908]
classified-ad: BRICKS. BRICKS. BUILDING BRICK. Chimney Bricks ......... £3 10 0 1000. Building Bricks ......... £4 0 0 1000. Less 5 per cent. Discount. MURPHY BROS., LTD., Brick and Drainpipe Manufacturers, Gisborne Street, Wellington. STEEL REINFORCED CONCRETE. bbox=[183, 1121, 275, 1188]
hotel-place: AARD bbox=[566, 81, 598, 93]
hotel-entry-header bbox=[566, 794, 824, 807]
sos-name: S.O.S. MOTORS bbox=[831, 251, 891, 261]
classified-ad: BUT where Sewers—send for Free booklet. Save feet and time. Let us quote you for tenders. Send your list for prices. bbox=[183, 1187, 275, 1224]
banks-line: ACCOUNTANCY—Commences January 31. bbox=[637, 1086, 753, 1094]
classified-ad: SLEEP-OUT Porches, Verandas, Balconies, Passage-ways exposed to the weather, etc. bbox=[183, 199, 275, 229]
classified-ad: WANTED to Sell, Job Lot of Furniture, chimney pieces cell. 7 Wellington Road, Kilbirnie. bbox=[2, 73, 89, 103]
white-star-tagline-2: EMBRACING ALL THE BEST TOURIST RESORTS. bbox=[849, 146, 1092, 158]
classified-ad: Long wear, at .oc cost, almost under foot tradic, sanitary, prevents concrete from dusting. Samples and Prices from Aubrey Coulter and Co., Chief Agents. Wellington. bbox=[183, 531, 275, 576]
hotel-text: Spend your holiday this year at MANSION HOUSE, KAWAU, the most beautiful island in N.Z.; 28 miles from Auckland. Steamers every other day. Inclusive tariff from £4/4/-. bbox=[566, 535, 824, 550]
hotel-entry-header bbox=[566, 557, 824, 570]
sos-route: WELLINGTON TO WANGANUI ......... 25/- bbox=[907, 261, 1022, 269]
classified-ad: We are Sole Agents for the well-known SKIDMORE SAFES. ENGLISH MANUFACTURE. Sizes range from 22in. to 68in. PRICES FROM £18 10s. to £48. All sizes in stock. COMBINED BUYERS, LTD., 95-97 Dixon Street. bbox=[2, 401, 89, 468]
hotel-entry bbox=[564, 792, 826, 835]
classified-ad: FLOOR COVERING FOR CONCRETE FLOORS, Extra Heavy. MALTHOID (Ply). bbox=[183, 497, 275, 531]
classified-ad: WESTLANDS BOYS' SCHOOL, BOARDING AND DAY SCHOOL for Boys. Full particulars, apply to Mr. G. Thompson, Principal. bbox=[418, 319, 558, 349]
classified-ad: NATIONAL TUTORIAL COLLEGE. CLASS and Private Tuition for all Public Examinations. Private Tuition for Matriculation. Write for Prospectus. Tel. 21-930. P.O. Box 1232. A. J. HERON, M.A., Director. bbox=[699, 1131, 826, 1177]
wnp-notes: FARES—Wanganui to Hawera 12/6. Wanganui to New Plymouth 17/6. Daily Service from New Plymouth—Depart 8 a.m. and 11 a.m., for Te Kuiti and Hamilton, connecting to Auckland and Rotorua from Hamilton. S.O.S. are the pioneers of the Wellington-Wanganui-Taranaki Daily Motor Services. bbox=[831, 459, 1110, 490]
section-heading: ELECTRICAL EQUIPMENT FOR SALE. bbox=[93, 958, 179, 990]
classified-ad: BOARDING-HOUSE, central, well and fully furnished, 14 boarders, good lease. Price, £900, with worth inspection. Wm. Butler, 142 Lambton Quay. bbox=[93, 55, 179, 100]
classified-ad: HONESTLY worth £5 Genuine Kiatas Plus 8 Prismatic Field Glasses, centre wheel focus, adjustable eye-piece, fitted in solid leather case, £4 post free. Les Strawberg, 137 Hanover Street, Wellington. bbox=[2, 103, 89, 162]
classified-ad: PROFESSIONAL OR BUSINESS MAN'S RESIDENCE, LOWER HUTT. MODERN 8-roomed Bungalow-Home, all new design; 7 rooms and all appointments, 24 x 15 stove, range, beautiful and every up-to-date convenience; 2 acre section; cook or garden, range, etc. Dower lift district. Reduced price £2500 for early sale; reasonable deposit. KIRKLAND, MATTHEWS & CO., Main Street. Tel. 300. bbox=[2, 932, 89, 1042]
classified-ad: A DESIRABLE CENTRAL KELBURN HOME. LESS than 3 minutes' walk from Cable Car; tottery; 7-roomed house, porcelain bath and basin, washhouse, copper, tubs, asphalt paths, etc. Unity for only; exchange; price £1600; cash, balance arranged. Early application necessary. Details to principals only. H. ERNEST LEIGHTON, LTD., 243 Featherston Street and Main Street, Lower Hutt. bbox=[2, 1153, 89, 1256]
section-heading: MOTORS & CYCLES FOR SALE. bbox=[93, 1037, 179, 1060]
classified-ad: HUTT RIVER SHINGLE CO., LTD. HUTT RIVER Gravel, Sand, Crude and Crushed Metal. Ring 43-463 for quotations. Works— MELLING, BELMONT, TAITA, OFFICE GOVERNMENT LIFE BUILDINGS, Customhouse Quay. bbox=[183, 795, 275, 854]
ad-heading: WANTED TO SELL bbox=[13, 318, 78, 326]
section-heading: BUSINESSES FOR SALE bbox=[94, 45, 178, 52]
column-rule bbox=[91, 42, 92, 1425]
ad-list bbox=[2, 73, 89, 468]
classified-ad: If your roof or basement leaks consult us. bbox=[183, 474, 275, 497]
column-tenders bbox=[183, 42, 275, 1432]
classified-ad: BUILDERS AND CONTRACTORS. TIMBER. TIMBER. TIMBER. TIMBER. BRICKS. BRICKS. Rimu, Totara, White Pine (both clean and assorted). Also Western Red Cedar Weatherboards. Apply "TIMBER," Box 1164, Wellington. bbox=[183, 1054, 275, 1121]
section-subheading: (Continued from Page 1) bbox=[15, 63, 76, 70]
classified-ad: EASTBOURNE.—Consult the Ladies of Property for Sale in the district comprised by Harriet Rudolph, Agency (near the Wharf), Rona Bay. Tel. 90. bbox=[2, 570, 89, 615]
logo-banner-text: TOURIST SERVICES LTD bbox=[865, 102, 1076, 117]
hotel-text: BASINGTON HOUSE, Seatoun, Wellington, opposite bathing sheds. Accommodation for Country visitors and Permanent Boarders. Fishing, Boating, Tennis Courts on the premises. Reasonable terms. Telephone 26-556. Book your rooms for the holidays. Mrs. Biddle, Proprietress. bbox=[566, 908, 824, 931]
newman-line-right: LINE bbox=[960, 185, 981, 195]
hotel-entry-header bbox=[566, 751, 824, 764]
